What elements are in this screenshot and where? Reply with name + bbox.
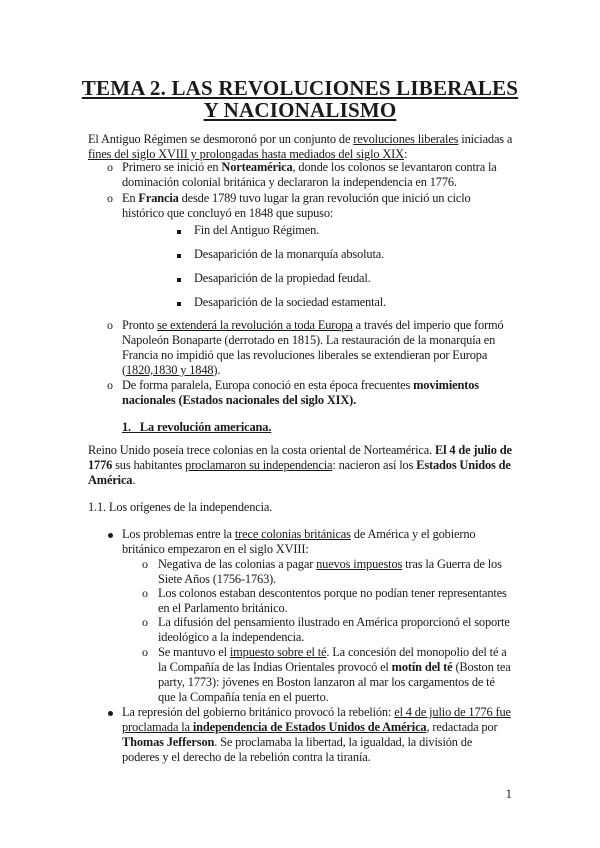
- dot-item-2-line-4: poderes y el derecho de la rebelión contra la tiranía.: [122, 750, 371, 764]
- subheading-1-1: 1.1. Los orígenes de la independencia.: [88, 500, 273, 514]
- circle-marker: o: [107, 378, 113, 392]
- dot-item-1-line-2: británico empezaron en el siglo XVIII:: [122, 542, 309, 556]
- square-bullet: [177, 278, 181, 282]
- item-paralela-line-1: De forma paralela, Europa conoció en esta época frecuentes movimientos: [122, 378, 479, 392]
- square-item: Fin del Antiguo Régimen.: [194, 223, 320, 237]
- dot-item-1-line-1: Los problemas entre la trece colonias británicas de América y el gobierno: [122, 527, 476, 541]
- square-bullet: [177, 254, 181, 258]
- sub-item-2-line-1: Los colonos estaban descontentos porque no podían tener representantes: [158, 586, 507, 600]
- para-reino-unido-line-2: 1776 sus habitantes proclamaron su independencia: nacieron así los Estados Unidos de: [88, 458, 511, 472]
- dot-item-2-line-3: Thomas Jefferson. Se proclamaba la libertad, la igualdad, la división de: [122, 735, 473, 749]
- item-pronto-line-3: Francia no impidió que las revoluciones liberales se extendieran por Europa: [122, 348, 488, 362]
- sub-item-1-line-2: Siete Años (1756-1763).: [158, 572, 277, 586]
- sub-item-4-line-4: que la Compañía tenía en el puerto.: [158, 690, 329, 704]
- circle-marker: o: [142, 586, 148, 600]
- dot-item-2-line-2: proclamada la independencia de Estados Unidos de América, redactada por: [122, 720, 498, 734]
- square-item: Desaparición de la sociedad estamental.: [194, 295, 386, 309]
- page-number: 1: [505, 787, 512, 801]
- item-pronto-line-1: Pronto se extenderá la revolución a toda Europa a través del imperio que formó: [122, 318, 504, 332]
- item-norteamerica-line-1: Primero se inició en Norteamérica, donde los colonos se levantaron contra la: [122, 160, 497, 174]
- sub-item-4-line-1: Se mantuvo el impuesto sobre el té. La concesión del monopolio del té a: [158, 645, 507, 659]
- circle-marker: o: [107, 318, 113, 332]
- item-pronto-line-4: (1820,1830 y 1848).: [122, 363, 221, 377]
- dot-item-2-line-1: La represión del gobierno británico provocó la rebelión: el 4 de julio de 1776 fue: [122, 705, 511, 719]
- item-paralela-line-2: nacionales (Estados nacionales del siglo XIX).: [122, 393, 357, 407]
- sub-item-3-line-1: La difusión del pensamiento ilustrado en América proporcionó el soporte: [158, 615, 510, 629]
- circle-marker: o: [107, 191, 113, 205]
- dot-bullet: [108, 711, 113, 716]
- para-reino-unido-line-3: América.: [88, 473, 136, 487]
- circle-marker: o: [107, 160, 113, 174]
- item-francia-line-1: En Francia desde 1789 tuvo lugar la gran revolución que inició un ciclo: [122, 191, 471, 205]
- title-line-2: Y NACIONALISMO: [203, 98, 397, 122]
- sub-item-4-line-3: party, 1773): jóvenes en Boston lanzaron al mar los cargamentos de té: [158, 675, 495, 689]
- section-1-heading: 1. La revolución americana.: [122, 420, 272, 434]
- intro-line-2: fines del siglo XVIII y prolongadas hasta mediados del siglo XIX:: [88, 147, 408, 161]
- circle-marker: o: [142, 557, 148, 571]
- sub-item-4-line-2: la Compañía de las Indias Orientales provocó el motín del té (Boston tea: [158, 660, 511, 674]
- circle-marker: o: [142, 615, 148, 629]
- item-norteamerica-line-2: dominación colonial británica y declararon la independencia en 1776.: [122, 175, 457, 189]
- square-item: Desaparición de la monarquía absoluta.: [194, 247, 385, 261]
- title-line-1: TEMA 2. LAS REVOLUCIONES LIBERALES: [81, 76, 519, 100]
- item-francia-line-2: histórico que concluyó en 1848 que supuso:: [122, 206, 334, 220]
- para-reino-unido-line-1: Reino Unido poseía trece colonias en la costa oriental de Norteamérica. El 4 de julio de: [88, 443, 512, 457]
- square-bullet: [177, 302, 181, 306]
- circle-marker: o: [142, 645, 148, 659]
- square-bullet: [177, 230, 181, 234]
- square-item: Desaparición de la propiedad feudal.: [194, 271, 371, 285]
- intro-line-1: El Antiguo Régimen se desmoronó por un conjunto de revoluciones liberales iniciadas a: [88, 132, 513, 146]
- item-pronto-line-2: Napoleón Bonaparte (derrotado en 1815). La restauración de la monarquía en: [122, 333, 496, 347]
- sub-item-2-line-2: en el Parlamento británico.: [158, 601, 288, 615]
- dot-bullet: [108, 533, 113, 538]
- sub-item-1-line-1: Negativa de las colonias a pagar nuevos impuestos tras la Guerra de los: [158, 557, 502, 571]
- sub-item-3-line-2: ideológico a la independencia.: [158, 630, 305, 644]
